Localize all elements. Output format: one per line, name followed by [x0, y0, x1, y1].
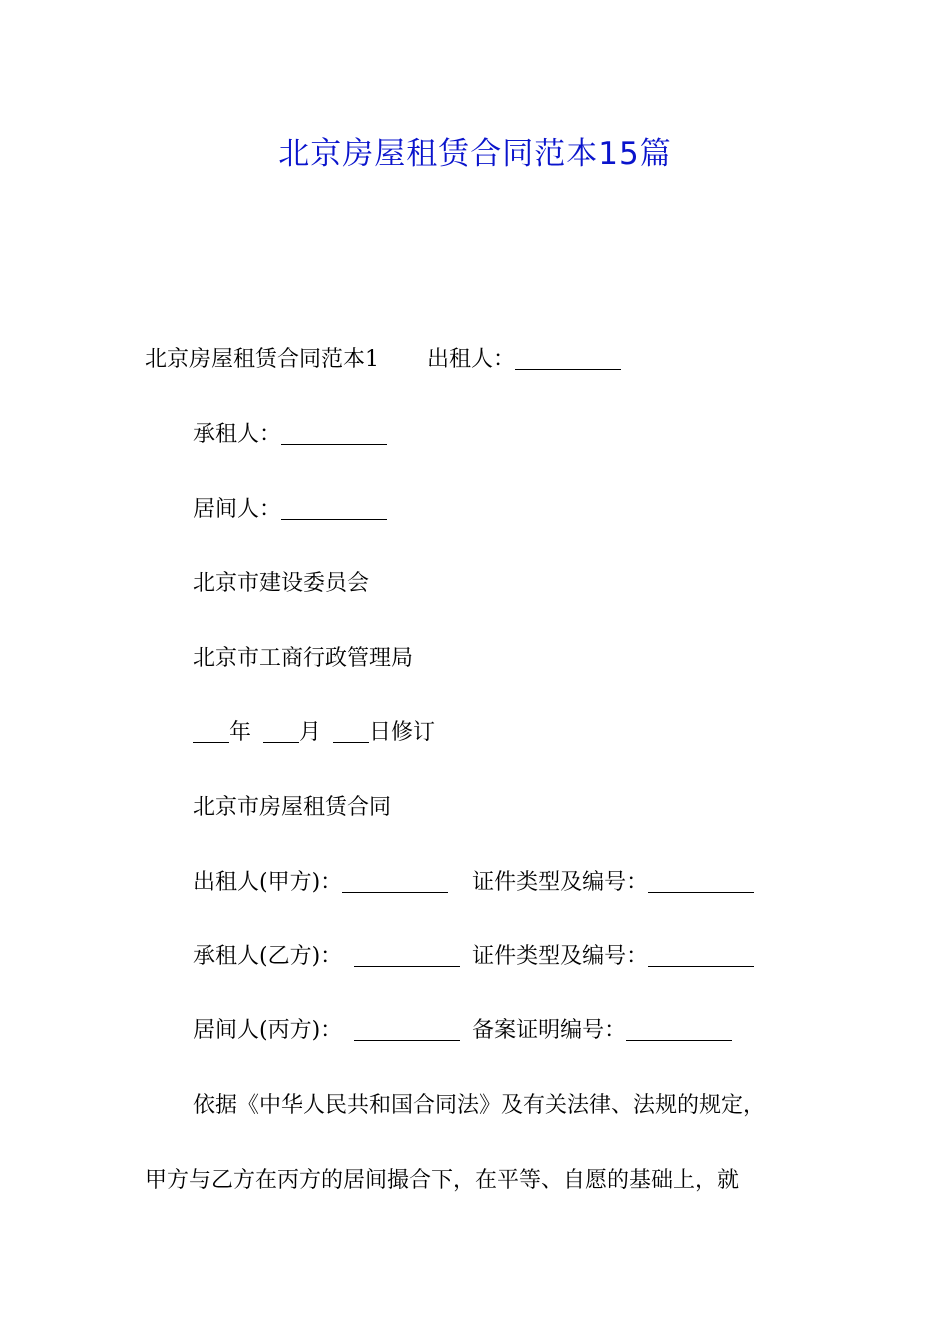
- party-c-label: 居间人(丙方)：: [193, 1018, 343, 1043]
- party-b-id-blank: [648, 944, 754, 967]
- line-party-a: [193, 868, 754, 898]
- contract-heading: 北京房屋租赁合同范本1: [145, 347, 379, 372]
- document-title: 北京房屋租赁合同范本15篇: [278, 136, 672, 172]
- year-label: 年: [229, 720, 252, 745]
- day-revision-label: 日修订: [369, 720, 436, 745]
- party-b-id-label: 证件类型及编号：: [472, 944, 649, 969]
- body-paragraph-line-1: [193, 1091, 765, 1121]
- line-party-b: [193, 942, 754, 972]
- party-a-blank: [342, 870, 448, 893]
- body-text-1: 依据《中华人民共和国合同法》及有关法律、法规的规定，: [193, 1093, 766, 1118]
- lessor-blank: [515, 347, 621, 370]
- line-intermediary: [193, 495, 387, 525]
- lessor-label: 出租人：: [427, 347, 516, 372]
- line-party-c: [193, 1016, 732, 1046]
- filing-number-blank: [626, 1018, 732, 1041]
- day-blank: [333, 720, 369, 743]
- line-lessee: [193, 420, 387, 450]
- year-blank: [193, 720, 229, 743]
- body-paragraph-line-2: [145, 1166, 739, 1196]
- line-revision-date: [193, 718, 435, 748]
- party-a-id-label: 证件类型及编号：: [472, 870, 649, 895]
- party-b-label: 承租人(乙方)：: [193, 944, 343, 969]
- issuer-construction-committee: 北京市建设委员会: [193, 571, 370, 596]
- month-blank: [263, 720, 299, 743]
- issuer-industry-commerce-bureau: 北京市工商行政管理局: [193, 646, 414, 671]
- line-contract-name: [193, 793, 391, 823]
- lessee-label: 承租人：: [193, 422, 282, 447]
- line-issuer-2: [193, 644, 413, 674]
- intermediary-blank: [281, 497, 387, 520]
- intermediary-label: 居间人：: [193, 497, 282, 522]
- lessee-blank: [281, 422, 387, 445]
- party-a-label: 出租人(甲方)：: [193, 870, 343, 895]
- party-b-blank: [354, 944, 460, 967]
- body-text-2: 甲方与乙方在丙方的居间撮合下，在平等、自愿的基础上，就: [145, 1168, 740, 1193]
- month-label: 月: [299, 720, 322, 745]
- filing-number-label: 备案证明编号：: [472, 1018, 627, 1043]
- contract-name: 北京市房屋租赁合同: [193, 795, 392, 820]
- line-heading-lessor: [145, 345, 621, 375]
- party-a-id-blank: [648, 870, 754, 893]
- line-issuer-1: [193, 569, 369, 599]
- party-c-blank: [354, 1018, 460, 1041]
